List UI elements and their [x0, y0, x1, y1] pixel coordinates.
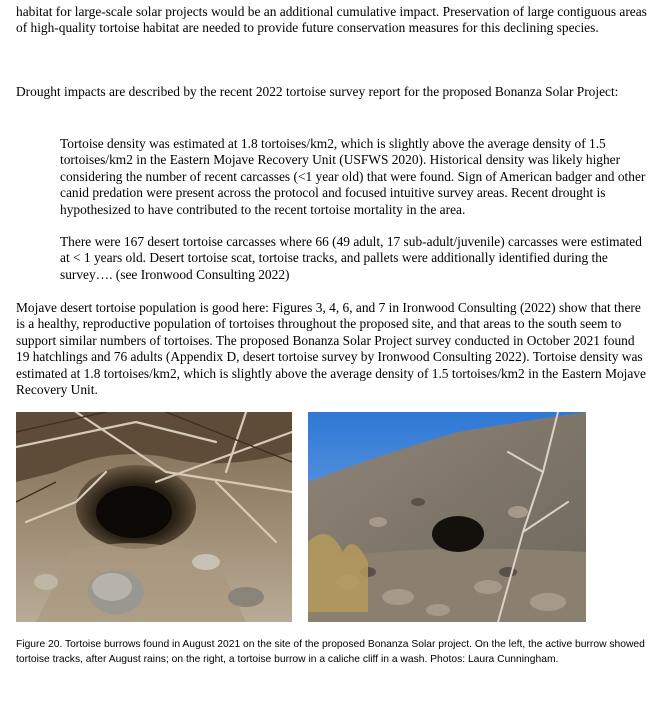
block-quote-carcasses: There were 167 desert tortoise carcasses where 66 (49 adult, 17 sub-adult/juvenile) carcasses were estimated at < 1 years old. Desert tortoise scat, tortoise tracks, and pallets were additionally identified during the survey…. (see Ironwood Consulting 2022): [60, 234, 642, 282]
figure-20: [16, 412, 648, 624]
photo-active-burrow: [16, 412, 292, 622]
photo-caliche-burrow: [308, 412, 586, 622]
paragraph-intro: habitat for large-scale solar projects would be an additional cumulative impact. Preservation of large contiguous areas of high-quality tortoise habitat are needed to provide future conservation measures for this declining species.: [16, 4, 647, 36]
paragraph-drought-intro: Drought impacts are described by the recent 2022 tortoise survey report for the proposed Bonanza Solar Project:: [16, 84, 619, 99]
figure-caption: Figure 20. Tortoise burrows found in August 2021 on the site of the proposed Bonanza Solar project. On the left, the active burrow showed tortoise tracks, after August rains; on the right, a tortoise burrow in a caliche cliff in a wash. Photos: Laura Cunningham.: [16, 639, 645, 665]
paragraph-population: Mojave desert tortoise population is good here: Figures 3, 4, 6, and 7 in Ironwood Consulting (2022) show that there is a healthy, reproductive population of tortoises throughout the proposed site, and that areas to the south seem to support similar numbers of tortoises. The proposed Bonanza Solar Project survey conducted in October 2021 found 19 hatchlings and 76 adults (Appendix D, desert tortoise survey by Ironwood Consulting 2022). Tortoise density was estimated at 1.8 tortoises/km2, which is slightly above the average density of 1.5 tortoises/km2 in the Eastern Mojave Recovery Unit.: [16, 300, 646, 398]
block-quote-density: Tortoise density was estimated at 1.8 tortoises/km2, which is slightly above the average density of 1.5 tortoises/km2 in the Eastern Mojave Recovery Unit (USFWS 2020). Historical density was likely higher considering the number of recent carcasses (<1 year old) that were found. Sign of American badger and other canid predation were present across the protocol and focused intuitive survey areas. Recent drought is hypothesized to have contributed to the recent tortoise mortality in the area.: [60, 136, 646, 217]
